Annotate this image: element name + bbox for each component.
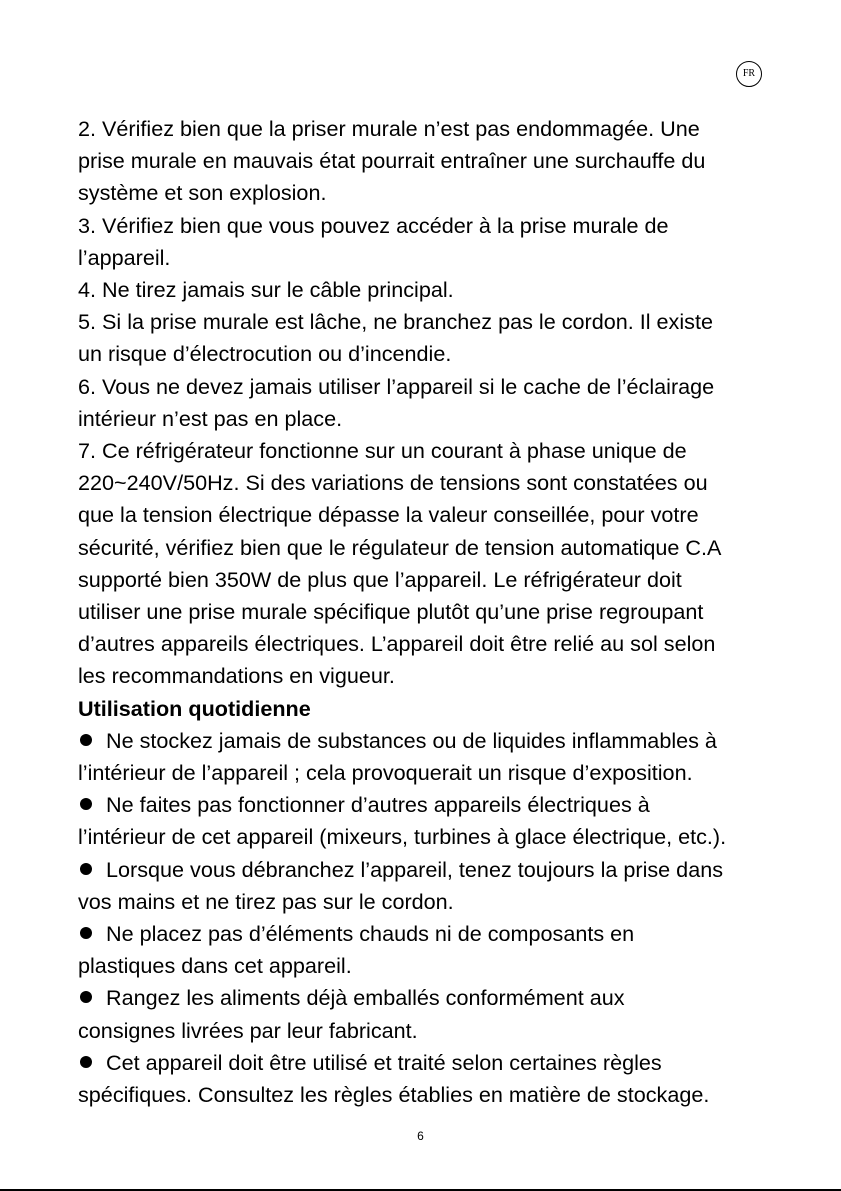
safety-item-6: 6. Vous ne devez jamais utiliser l’appareil si le cache de l’éclairage intérieur n’est pas en place.: [78, 373, 715, 431]
bullet-item-text: Ne stockez jamais de substances ou de liquides inflammables à l’intérieur de l’appareil ; cela provoquerait un risque d’exposition.: [78, 727, 717, 786]
language-badge-label: FR: [742, 68, 756, 79]
bullet-item: [78, 789, 830, 853]
bullet-item: [78, 854, 830, 918]
bullet-icon: [80, 863, 92, 875]
bullet-item-text: Lorsque vous débranchez l’appareil, tenez toujours la prise dans vos mains et ne tirez pas sur le cordon.: [78, 856, 724, 914]
document-body: [78, 113, 830, 1111]
bullet-icon: [80, 734, 92, 746]
language-badge: [736, 61, 762, 87]
bullet-item: [78, 725, 830, 789]
safety-item-7: 7. Ce réfrigérateur fonctionne sur un courant à phase unique de 220~240V/50Hz. Si des variations de tensions sont constatées ou que la tension électrique dépasse la valeur conseillée, pour votre sécurité, vérifiez bien que le régulateur de tension automatique C.A supporté bien 350W de plus que l’appareil. Le réfrigérateur doit utiliser une prise murale spécifique plutôt qu’une prise regroupant d’autres appareils électriques. L’appareil doit être relié au sol selon les recommandations en vigueur.: [78, 438, 722, 689]
section-heading-daily-use: Utilisation quotidienne: [78, 695, 311, 721]
safety-item-4: 4. Ne tirez jamais sur le câble principal.: [78, 277, 454, 303]
safety-item-5: 5. Si la prise murale est lâche, ne branchez pas le cordon. Il existe un risque d’électrocution ou d’incendie.: [78, 309, 713, 367]
bullet-item: [78, 982, 830, 1046]
bullet-icon: [80, 927, 92, 939]
bullet-item-text: Ne placez pas d’éléments chauds ni de composants en plastiques dans cet appareil.: [78, 921, 635, 979]
bullet-icon: [80, 798, 92, 810]
bullet-icon: [80, 991, 92, 1003]
safety-item-3: 3. Vérifiez bien que vous pouvez accéder à la prise murale de l’appareil.: [78, 212, 669, 270]
bullet-item: [78, 1047, 830, 1111]
bullet-item-text: Ne faites pas fonctionner d’autres appareils électriques à l’intérieur de cet appareil (mixeurs, turbines à glace électrique, etc.).: [78, 792, 727, 850]
page-number: 6: [417, 1129, 424, 1143]
bullet-icon: [80, 1056, 92, 1068]
safety-item-2: 2. Vérifiez bien que la priser murale n’est pas endommagée. Une prise murale en mauvais état pourrait entraîner une surchauffe du système et son explosion.: [78, 116, 706, 206]
bullet-item: [78, 918, 830, 982]
bullet-item-text: Rangez les aliments déjà emballés conformément aux consignes livrées par leur fabricant.: [78, 985, 625, 1043]
bullet-item-text: Cet appareil doit être utilisé et traité selon certaines règles spécifiques. Consultez les règles établies en matière de stockage.: [78, 1049, 710, 1108]
